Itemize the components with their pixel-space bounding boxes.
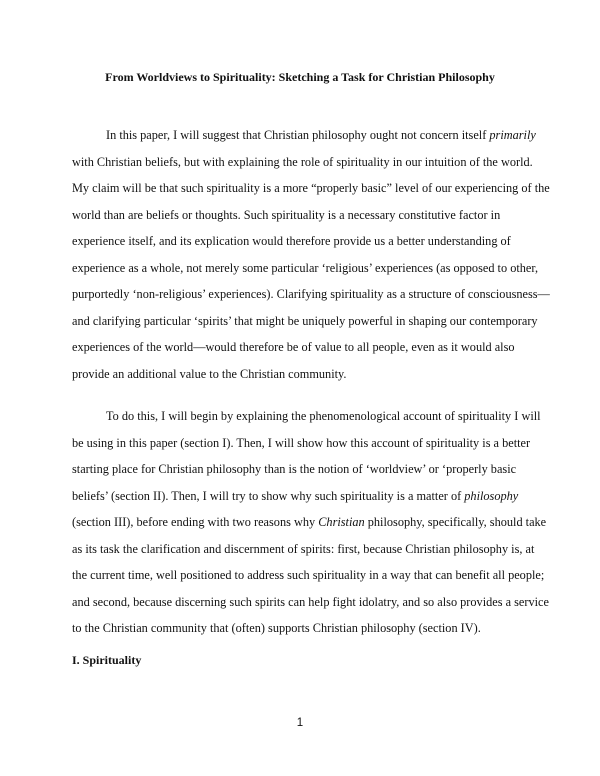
paragraph-line: as its task the clarification and discernment of spirits: first, because Christian philosophy is, at bbox=[72, 541, 535, 556]
paragraph-line: experiences of the world—would therefore be of value to all people, even as it would also bbox=[72, 340, 515, 354]
paragraph-line: To do this, I will begin by explaining the phenomenological account of spirituality I will bbox=[106, 409, 541, 423]
text-run: (section III), before ending with two reasons why bbox=[72, 515, 319, 529]
paragraph-line: starting place for Christian philosophy than is the notion of ‘worldview’ or ‘properly basic bbox=[72, 462, 517, 476]
paragraph-line: world than are beliefs or thoughts. Such spirituality is a necessary constitutive factor in bbox=[72, 207, 501, 222]
section-heading: I. Spirituality bbox=[72, 653, 142, 667]
paragraph-outline bbox=[72, 403, 549, 642]
paragraph-line bbox=[72, 483, 532, 510]
paragraph-intro bbox=[72, 122, 550, 387]
paragraph-line: My claim will be that such spirituality is a more “properly basic” level of our experiencing of the bbox=[72, 181, 550, 195]
paragraph-line: and second, because discerning such spirits can help fight idolatry, and so also provides a service bbox=[72, 594, 549, 609]
emphasis-philosophy: philosophy bbox=[464, 488, 519, 503]
paragraph-line: provide an additional value to the Christian community. bbox=[72, 366, 347, 381]
paragraph-line: to the Christian community that (often) supports Christian philosophy (section IV). bbox=[72, 621, 481, 635]
paragraph-line: and clarifying particular ‘spirits’ that might be uniquely powerful in shaping our contemporary bbox=[72, 313, 538, 328]
paragraph-line: be using in this paper (section I). Then, I will show how this account of spirituality is a better bbox=[72, 435, 531, 450]
paper-title: From Worldviews to Spirituality: Sketching a Task for Christian Philosophy bbox=[105, 70, 495, 84]
emphasis-primarily: primarily bbox=[489, 128, 536, 142]
text-run: In this paper, I will suggest that Christian philosophy ought not concern itself bbox=[106, 128, 490, 142]
paragraph-line: purportedly ‘non-religious’ experiences). Clarifying spirituality as a structure of consciousness— bbox=[72, 287, 550, 301]
paragraph-line: experience itself, and its explication would therefore provide us a better understanding of bbox=[72, 234, 511, 248]
page-number: 1 bbox=[296, 717, 304, 729]
text-run: beliefs’ (section II). Then, I will try to show why such spirituality is a matter of bbox=[72, 488, 465, 503]
paragraph-line: the current time, well positioned to address such spirituality in a way that can benefit all people; bbox=[72, 568, 545, 582]
paragraph-line bbox=[72, 509, 547, 536]
paragraph-line: experience as a whole, not merely some particular ‘religious’ experiences (as opposed to other, bbox=[72, 260, 539, 275]
text-run: philosophy, specifically, should take bbox=[364, 515, 547, 529]
paragraph-line: with Christian beliefs, but with explaining the role of spirituality in our intuition of the world. bbox=[72, 154, 533, 169]
paragraph-line bbox=[72, 122, 536, 149]
emphasis-christian: Christian bbox=[318, 515, 365, 529]
